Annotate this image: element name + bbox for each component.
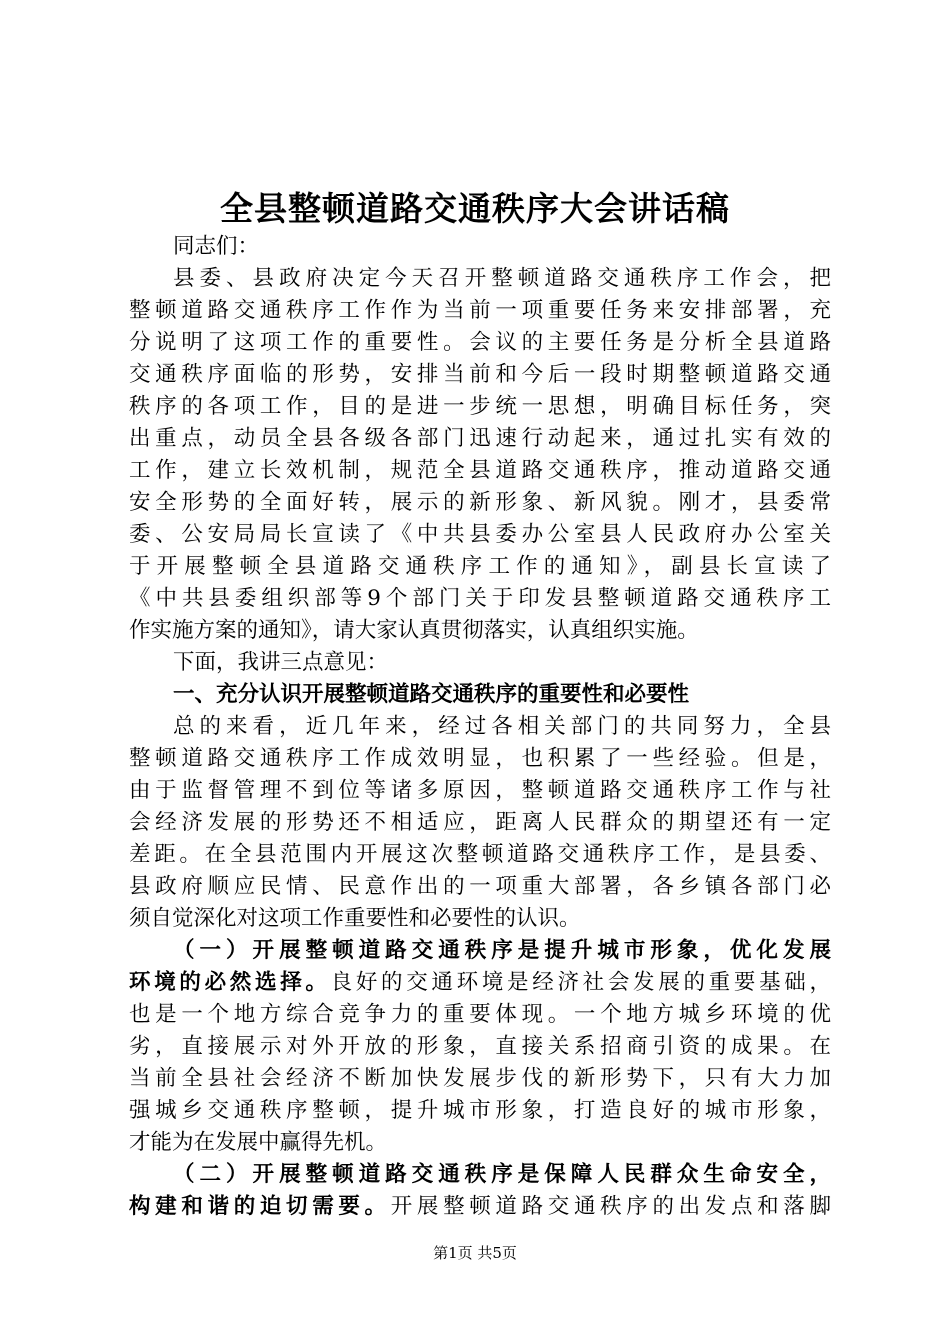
paragraph-line: 《中共县委组织部等9个部门关于印发县整顿道路交通秩序工 [129,586,831,611]
paragraph-line: 县委、县政府决定今天召开整顿道路交通秩序工作会，把 [173,266,831,291]
salutation: 同志们： [173,234,260,259]
paragraph-line: 强城乡交通秩序整顿，提升城市形象，打造良好的城市形象， [129,1098,831,1123]
paragraph-line: 秩序的各项工作，目的是进一步统一思想，明确目标任务，突 [129,394,831,419]
paragraph-line: 会经济发展的形势还不相适应，距离人民群众的期望还有一定 [129,810,831,835]
subsection-heading: （二）开展整顿道路交通秩序是保障人民群众生命安全， [173,1162,831,1187]
paragraph-line: 须自觉深化对这项工作重要性和必要性的认识。 [129,906,581,931]
paragraph-line: 交通秩序面临的形势，安排当前和今后一段时期整顿道路交通 [129,362,831,387]
paragraph-line: 于开展整顿全县道路交通秩序工作的通知》，副县长宣读了 [129,554,831,579]
page-footer: 第1页 共5页 [433,1244,517,1262]
paragraph-line-mixed [129,967,831,999]
section-heading: 一、充分认识开展整顿道路交通秩序的重要性和必要性 [173,682,690,707]
paragraph-line: 当前全县社会经济不断加快发展步伐的新形势下，只有大力加 [129,1066,831,1091]
paragraph-line: 总的来看，近几年来，经过各相关部门的共同努力，全县 [173,714,831,739]
paragraph-line: 委、公安局局长宣读了《中共县委办公室县人民政府办公室关 [129,522,831,547]
paragraph-line: 也是一个地方综合竞争力的重要体现。一个地方城乡环境的优 [129,1002,831,1027]
paragraph-line: 作实施方案的通知》，请大家认真贯彻落实，认真组织实施。 [129,618,699,643]
paragraph-text: 开展整顿道路交通秩序的出发点和落脚 [390,1194,831,1219]
paragraph-line: 安全形势的全面好转，展示的新形象、新风貌。刚才，县委常 [129,490,831,515]
paragraph-text: 良好的交通环境是经济社会发展的重要基础， [330,970,831,995]
paragraph-line: 差距。在全县范围内开展这次整顿道路交通秩序工作，是县委、 [129,842,831,867]
paragraph-line: 由于监督管理不到位等诸多原因，整顿道路交通秩序工作与社 [129,778,831,803]
paragraph-line-mixed [129,1191,831,1223]
subsection-heading-end: 构建和谐的迫切需要。 [129,1194,391,1219]
paragraph-line: 分说明了这项工作的重要性。会议的主要任务是分析全县道路 [129,330,831,355]
subsection-heading: （一）开展整顿道路交通秩序是提升城市形象，优化发展 [173,938,831,963]
paragraph-line: 下面，我讲三点意见： [173,650,389,675]
paragraph-line: 劣，直接展示对外开放的形象，直接关系招商引资的成果。在 [129,1034,831,1059]
paragraph-line: 整顿道路交通秩序工作作为当前一项重要任务来安排部署，充 [129,298,831,323]
subsection-heading-end: 环境的必然选择。 [129,970,331,995]
document-body [129,231,831,1223]
paragraph-line: 整顿道路交通秩序工作成效明显，也积累了一些经验。但是， [129,746,831,771]
document-title: 全县整顿道路交通秩序大会讲话稿 [220,189,730,228]
paragraph-line: 工作，建立长效机制，规范全县道路交通秩序，推动道路交通 [129,458,831,483]
paragraph-line: 出重点，动员全县各级各部门迅速行动起来，通过扎实有效的 [129,426,831,451]
paragraph-line: 才能为在发展中赢得先机。 [129,1130,388,1155]
paragraph-line: 县政府顺应民情、民意作出的一项重大部署，各乡镇各部门必 [129,874,831,899]
